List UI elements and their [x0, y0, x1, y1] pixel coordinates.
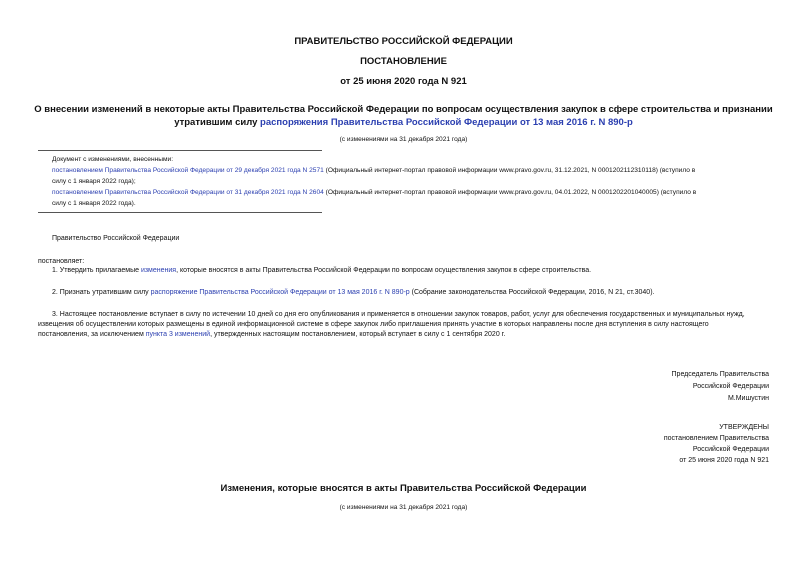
paragraph-3-line1: 3. Настоящее постановление вступает в силу по истечении 10 дней со дня его опубликования и применяется в отношении закупок товаров, работ, услуг для обеспечения государственных и муниципальных нужд, — [52, 311, 745, 318]
government-heading: ПРАВИТЕЛЬСТВО РОССИЙСКОЙ ФЕДЕРАЦИИ — [294, 36, 513, 47]
p1-suffix: , которые вносятся в акты Правительства Российской Федерации по вопросам осуществления закупок в сфере строительства. — [176, 267, 592, 274]
amendment-item-2-cont: силу с 1 января 2022 года). — [52, 200, 136, 207]
amendment-text-2: (Официальный интернет-портал правовой информации www.pravo.gov.ru, 04.01.2022, N 0001202201040005) (вступило в — [323, 189, 697, 196]
paragraph-3-line2: извещения об осуществлении которых размещены в единой информационной системе в сфере закупок либо приглашения принять участие в которых направлены после дня вступления в силу настоящего — [38, 321, 709, 328]
signature-position: Председатель Правительства — [671, 371, 769, 378]
p3-prefix: постановления, за исключением — [38, 331, 146, 338]
amendment-item-1-cont: силу с 1 января 2022 года); — [52, 178, 136, 185]
document-title-line1: О внесении изменений в некоторые акты Правительства Российской Федерации по вопросам осуществления закупок в сфере строительства и признании — [34, 104, 773, 115]
annex-title: Изменения, которые вносятся в акты Правительства Российской Федерации — [220, 483, 587, 494]
p2-link-order-890[interactable]: распоряжение Правительства Российской Федерации от 13 мая 2016 г. N 890-р — [150, 289, 410, 296]
approved-heading: УТВЕРЖДЕНЫ — [719, 424, 769, 431]
divider-bottom — [38, 212, 322, 213]
signature-name: М.Мишустин — [727, 395, 769, 402]
amendment-item-2 — [52, 187, 768, 198]
paragraph-1 — [52, 264, 591, 277]
title-link-order-890[interactable]: распоряжения Правительства Российской Федерации от 13 мая 2016 г. N 890-р — [260, 117, 633, 128]
paragraph-3-line3 — [38, 328, 505, 341]
document-type: ПОСТАНОВЛЕНИЕ — [360, 56, 447, 67]
amendment-link-2571[interactable]: постановлением Правительства Российской Федерации от 29 декабря 2021 года N 2571 — [52, 167, 324, 174]
decrees-word: постановляет: — [38, 258, 85, 265]
p2-suffix: (Собрание законодательства Российской Федерации, 2016, N 21, ст.3040). — [409, 289, 655, 296]
amendment-link-2604[interactable]: постановлением Правительства Российской Федерации от 31 декабря 2021 года N 2604 — [52, 189, 324, 196]
p3-suffix: , утвержденных настоящим постановлением, который вступает в силу с 1 сентября 2020 г. — [210, 331, 506, 338]
document-date: от 25 июня 2020 года N 921 — [340, 76, 467, 87]
amendment-item-1 — [52, 165, 768, 176]
amendment-text-1: (Официальный интернет-портал правовой информации www.pravo.gov.ru, 31.12.2021, N 0001202112310118) (вступило в — [323, 167, 696, 174]
paragraph-2 — [52, 286, 654, 299]
government-name: Правительство Российской Федерации — [52, 235, 180, 242]
amendments-intro: Документ с изменениями, внесенными: — [52, 156, 174, 163]
p1-prefix: 1. Утвердить прилагаемые — [52, 267, 141, 274]
annex-revision: (с изменениями на 31 декабря 2021 года) — [339, 504, 468, 511]
revision-note: (с изменениями на 31 декабря 2021 года) — [339, 136, 468, 143]
title-text: утратившим силу — [174, 117, 261, 128]
p2-prefix: 2. Признать утратившим силу — [52, 289, 151, 296]
document-title-line2 — [0, 117, 807, 128]
p3-link-item-3[interactable]: пункта 3 изменений — [145, 331, 211, 338]
signature-country: Российской Федерации — [692, 383, 769, 390]
approved-by: постановлением Правительства — [663, 435, 769, 442]
approved-country: Российской Федерации — [692, 446, 769, 453]
divider-top — [38, 150, 322, 151]
p1-link-changes[interactable]: изменения — [140, 267, 177, 274]
approved-date: от 25 июня 2020 года N 921 — [679, 457, 769, 464]
